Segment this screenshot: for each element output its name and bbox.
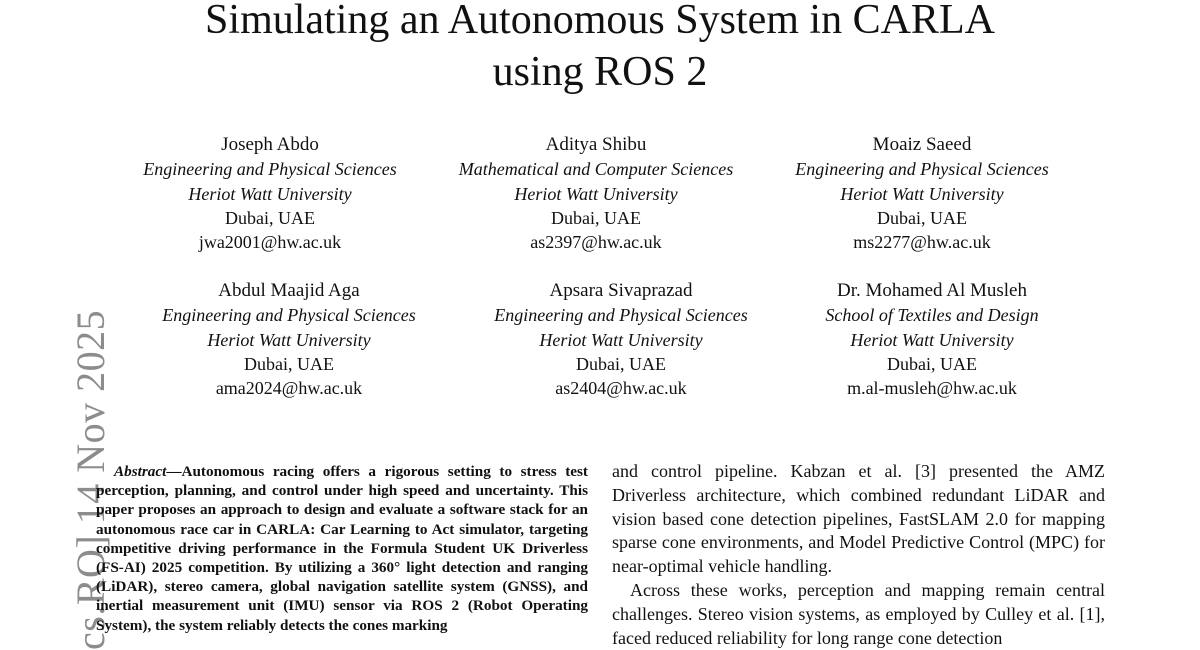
author-email: ama2024@hw.ac.uk [215,378,363,399]
author-email: m.al-musleh@hw.ac.uk [847,378,1017,399]
author-department: School of Textiles and Design [825,305,1039,326]
author-location: Dubai, UAE [244,353,334,374]
author-card [109,279,469,400]
author-university: Heriot Watt University [539,329,703,350]
author-university: Heriot Watt University [188,183,352,204]
author-university: Heriot Watt University [840,183,1004,204]
body-column-right [612,460,1105,650]
author-email: as2397@hw.ac.uk [530,232,662,253]
body-paragraph: Across these works, perception and mapping remain central challenges. Stereo vision systems, as employed by Culley et al. [1], faced reduced reliability for long range cone detection [612,579,1105,648]
author-department: Engineering and Physical Sciences [795,159,1049,180]
abstract-lead: Abstract [114,463,167,480]
author-university: Heriot Watt University [514,183,678,204]
author-card [90,133,450,254]
author-card [742,133,1102,254]
title-line-2: using ROS 2 [492,49,708,95]
author-location: Dubai, UAE [551,207,641,228]
abstract-text: —Autonomous racing offers a rigorous setting to stress test perception, planning, and control under high speed and uncertainty. This paper proposes an approach to design and evaluate a software stack for an autonomous race car in CARLA: Car Learning to Act simulator, targeting competitive driving performance in the Formula Student UK Driverless (FS-AI) 2025 competition. By utilizing a 360° light detection and ranging (LiDAR), stereo camera, global navigation satellite system (GNSS), and inertial measurement unit (IMU) sensor via ROS 2 (Robot Operating System), the system reliably detects the cones marking [96,463,588,634]
author-department: Engineering and Physical Sciences [162,305,416,326]
author-location: Dubai, UAE [877,207,967,228]
author-email: ms2277@hw.ac.uk [853,232,991,253]
title-line-1: Simulating an Autonomous System in CARLA [205,0,995,43]
author-department: Engineering and Physical Sciences [143,159,397,180]
author-location: Dubai, UAE [576,353,666,374]
author-card [752,279,1112,400]
abstract [96,462,588,635]
author-name: Dr. Mohamed Al Musleh [837,280,1027,301]
author-name: Apsara Sivaprazad [549,280,693,301]
author-name: Abdul Maajid Aga [218,280,360,301]
author-email: as2404@hw.ac.uk [555,378,687,399]
author-university: Heriot Watt University [850,329,1014,350]
author-location: Dubai, UAE [887,353,977,374]
author-card [416,133,776,254]
author-card [441,279,801,400]
author-department: Mathematical and Computer Sciences [458,159,734,180]
author-email: jwa2001@hw.ac.uk [198,232,342,253]
arxiv-side-stamp: cs.RO] 14 Nov 2025 [68,309,113,650]
author-name: Aditya Shibu [545,134,647,155]
author-name: Joseph Abdo [221,134,319,155]
body-paragraph: and control pipeline. Kabzan et al. [3] presented the AMZ Driverless architecture, which combined redundant LiDAR and vision based cone detection pipelines, FastSLAM 2.0 for mapping sparse cone environments, and Model Predictive Control (MPC) for near-optimal vehicle handling. [612,461,1105,577]
author-department: Engineering and Physical Sciences [494,305,748,326]
author-location: Dubai, UAE [225,207,315,228]
paper-title [0,0,1200,98]
author-university: Heriot Watt University [207,329,371,350]
author-name: Moaiz Saeed [872,134,972,155]
